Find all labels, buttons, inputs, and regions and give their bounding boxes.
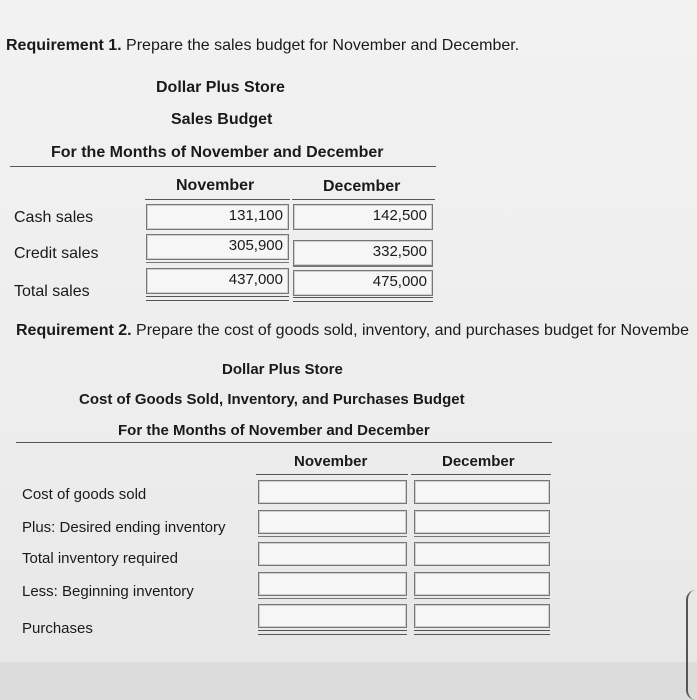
- req1-row-label-cash: Cash sales: [14, 209, 94, 226]
- req2-heading-bold: Requirement 2.: [16, 322, 132, 339]
- req2-title: Cost of Goods Sold, Inventory, and Purchases Budget: [79, 391, 465, 408]
- total-sales-december-input[interactable]: [293, 270, 433, 296]
- cash-sales-december-input[interactable]: [293, 204, 433, 230]
- credit-sales-underline-nov: [146, 262, 289, 263]
- credit-sales-december-value: 332,500: [372, 243, 427, 260]
- req1-col-december: December: [323, 178, 401, 195]
- req1-row-label-credit: Credit sales: [14, 245, 99, 262]
- credit-sales-november-value: 305,900: [228, 237, 283, 254]
- purchases-december-input[interactable]: [414, 604, 550, 628]
- req2-period-rule: [16, 442, 552, 443]
- req2-row-label-total-required: Total inventory required: [22, 550, 178, 567]
- req1-col-rule-dec: [292, 199, 435, 200]
- ending-inventory-december-input[interactable]: [414, 510, 550, 534]
- beginning-inventory-underline-nov: [258, 598, 407, 599]
- req2-row-label-cogs: Cost of goods sold: [22, 486, 147, 503]
- req1-heading: [6, 37, 519, 55]
- req2-heading: [16, 322, 697, 340]
- cogs-december-input[interactable]: [414, 480, 550, 504]
- beginning-inventory-november-input[interactable]: [258, 572, 407, 596]
- req1-period-rule: [10, 166, 436, 167]
- ending-inventory-underline-dec: [414, 536, 550, 537]
- credit-sales-underline-dec: [293, 266, 433, 267]
- req2-col-rule-dec: [411, 474, 551, 475]
- total-sales-double-underline-dec: [293, 297, 433, 302]
- credit-sales-november-input[interactable]: [146, 234, 289, 260]
- purchases-double-underline-nov: [258, 630, 407, 635]
- req1-heading-bold: Requirement 1.: [6, 37, 122, 54]
- purchases-double-underline-dec: [414, 630, 550, 635]
- cash-sales-november-value: 131,100: [228, 207, 283, 224]
- cash-sales-december-value: 142,500: [372, 207, 427, 224]
- total-required-november-input[interactable]: [258, 542, 407, 566]
- total-sales-november-input[interactable]: [146, 268, 289, 294]
- req1-title: Sales Budget: [171, 111, 273, 128]
- total-required-december-input[interactable]: [414, 542, 550, 566]
- req2-company: Dollar Plus Store: [222, 361, 343, 378]
- total-sales-november-value: 437,000: [228, 271, 283, 288]
- ending-inventory-underline-nov: [258, 536, 407, 537]
- credit-sales-december-input[interactable]: [293, 240, 433, 266]
- req2-col-december: December: [442, 453, 515, 470]
- req2-row-label-ending-inventory: Plus: Desired ending inventory: [22, 519, 226, 536]
- req2-period: For the Months of November and December: [118, 422, 430, 439]
- req1-heading-text: Prepare the sales budget for November and December.: [121, 37, 520, 54]
- req2-heading-text: Prepare the cost of goods sold, inventory, and purchases budget for Novembe: [131, 322, 689, 339]
- cogs-november-input[interactable]: [258, 480, 407, 504]
- bottom-band: [0, 662, 697, 700]
- req2-row-label-purchases: Purchases: [22, 620, 93, 637]
- req1-row-label-total: Total sales: [14, 283, 90, 300]
- req1-period: For the Months of November and December: [51, 144, 384, 161]
- req2-col-rule-nov: [256, 474, 408, 475]
- beginning-inventory-underline-dec: [414, 598, 550, 599]
- req1-col-november: November: [176, 177, 255, 194]
- purchases-november-input[interactable]: [258, 604, 407, 628]
- total-sales-double-underline-nov: [146, 296, 289, 301]
- req1-company: Dollar Plus Store: [156, 79, 285, 96]
- req1-col-rule-nov: [145, 199, 290, 200]
- ending-inventory-november-input[interactable]: [258, 510, 407, 534]
- req2-col-november: November: [294, 453, 368, 470]
- beginning-inventory-december-input[interactable]: [414, 572, 550, 596]
- cash-sales-november-input[interactable]: [146, 204, 289, 230]
- req2-row-label-beginning-inventory: Less: Beginning inventory: [22, 583, 194, 600]
- total-sales-december-value: 475,000: [372, 273, 427, 290]
- device-edge: [686, 590, 697, 700]
